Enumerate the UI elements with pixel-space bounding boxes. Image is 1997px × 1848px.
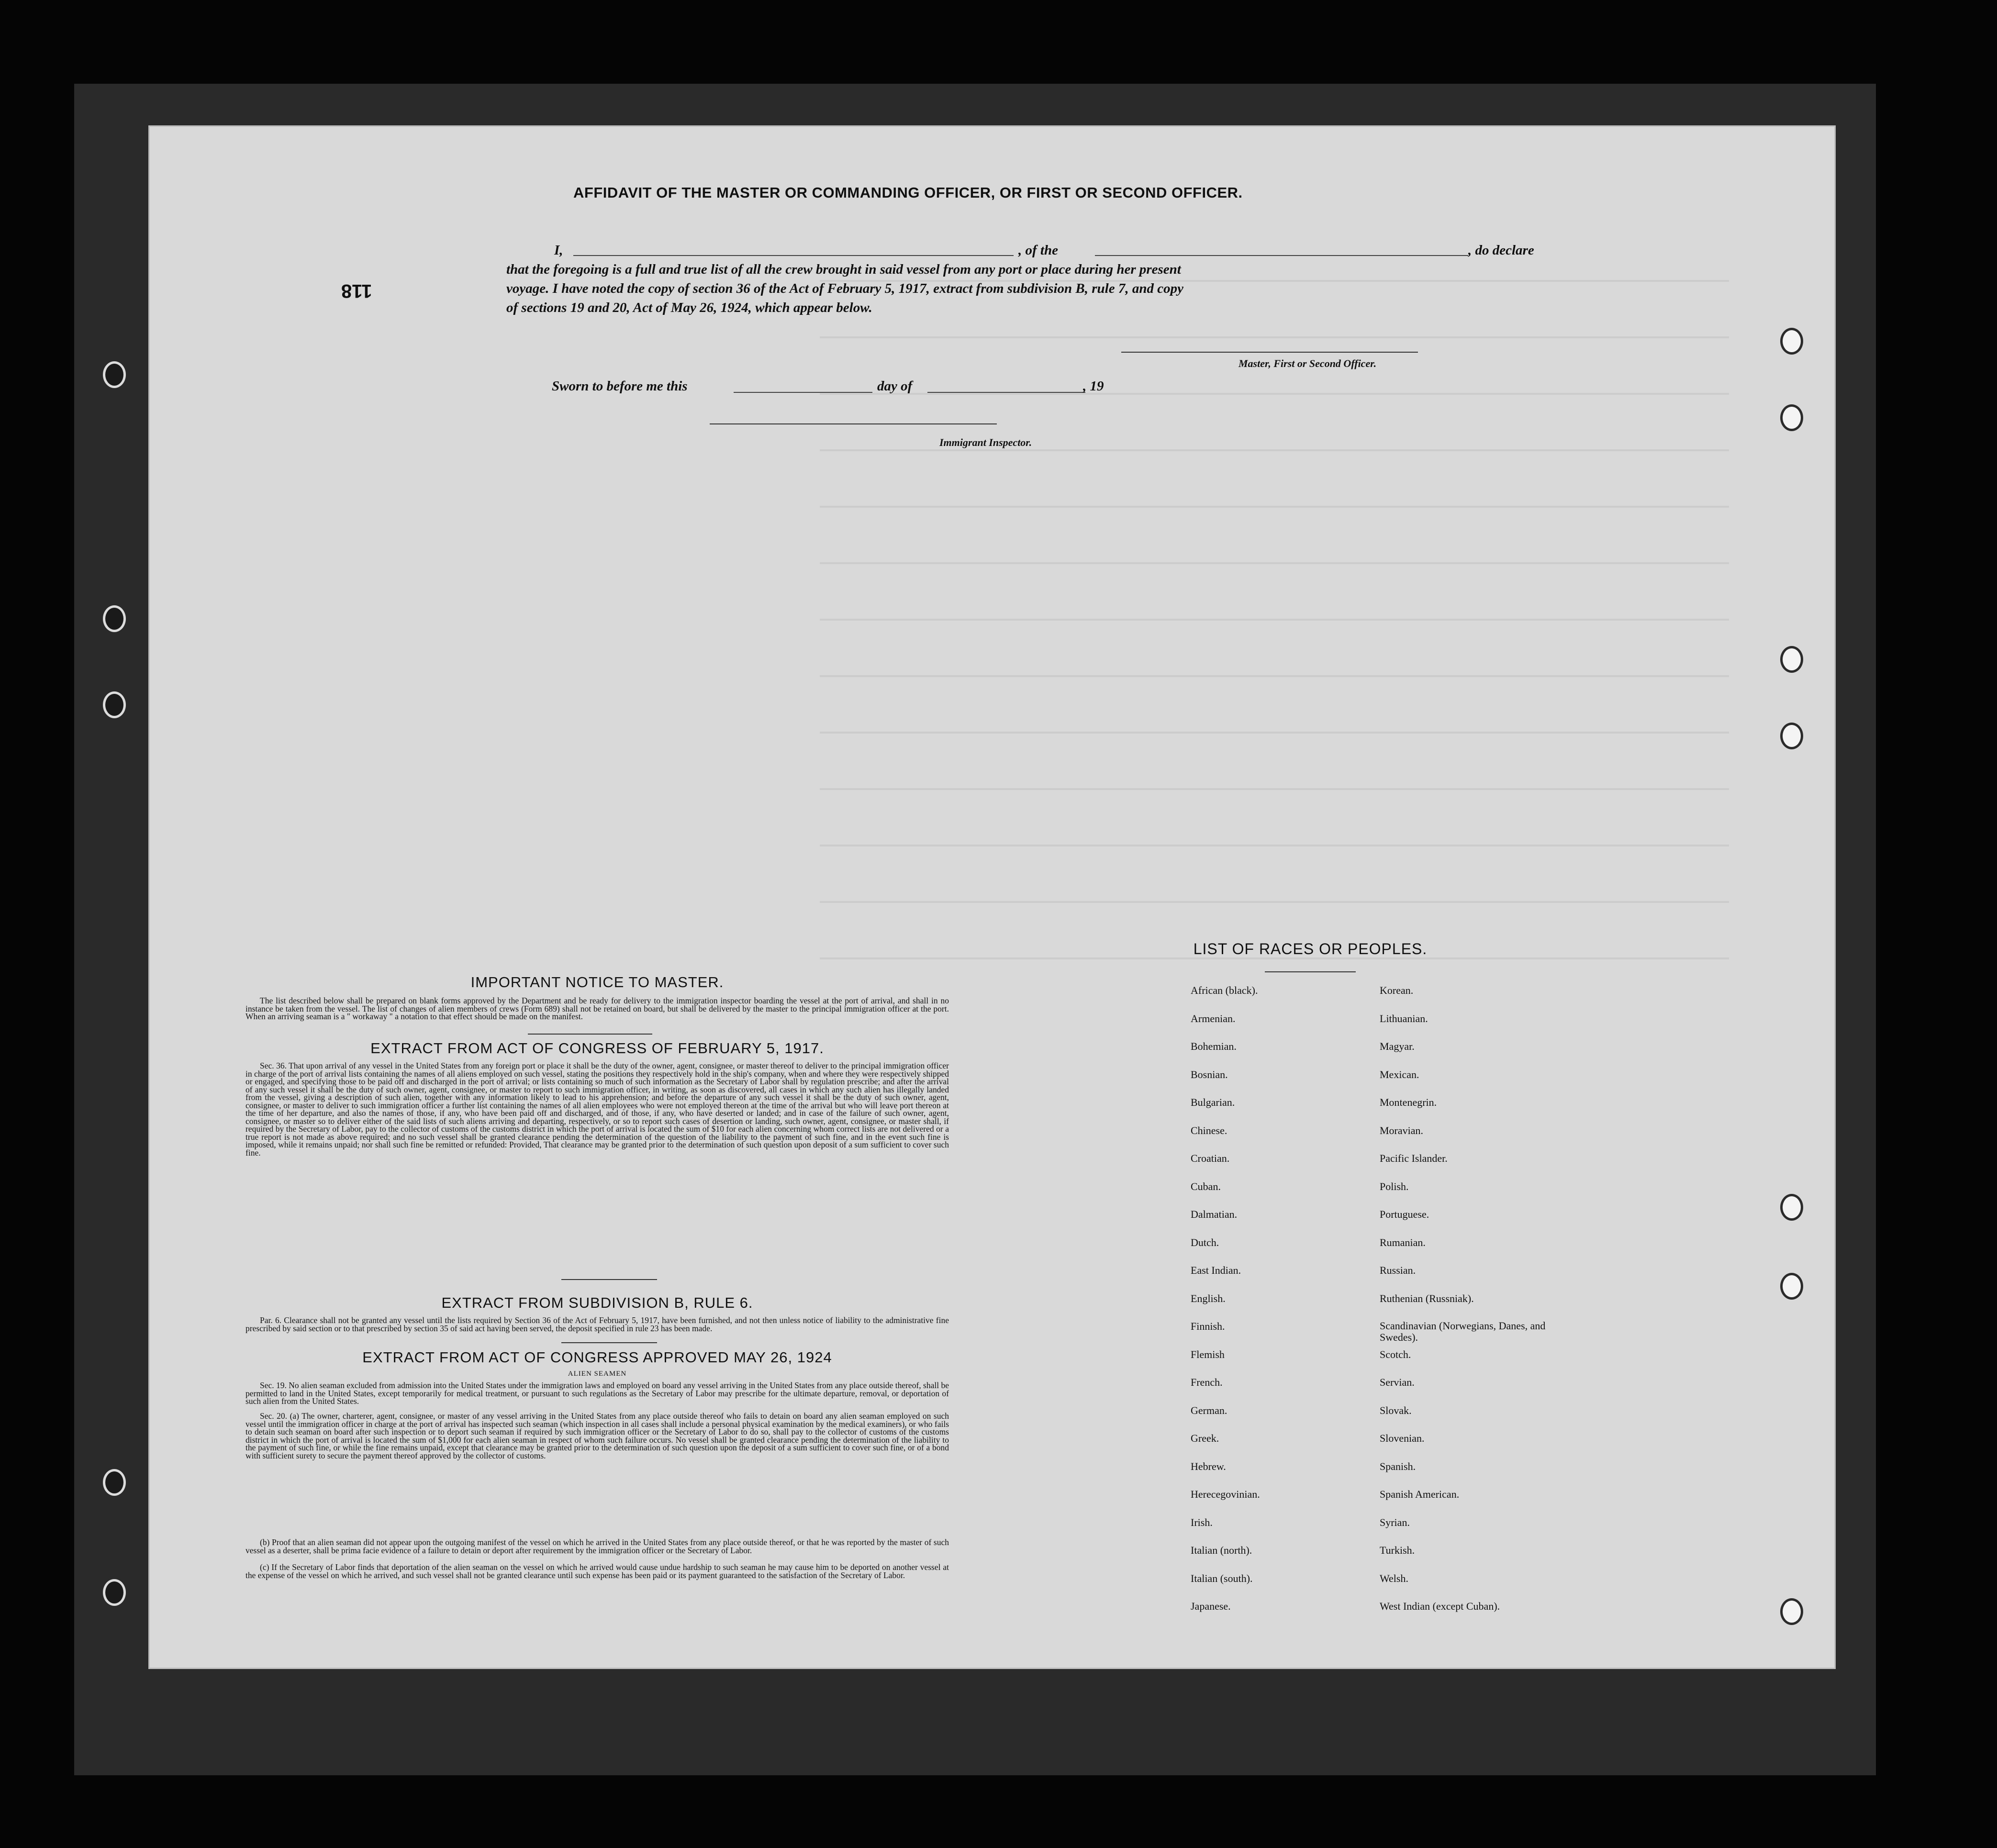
manifest-sheet (148, 125, 1836, 1669)
inspector-signature-line (710, 423, 997, 424)
race-item: Japanese. (1191, 1600, 1231, 1612)
race-item: Bohemian. (1191, 1040, 1237, 1052)
rule6-body: Par. 6. Clearance shall not be granted any vessel until the lists required by Section 36 of the Act of February 5, 1917, have been furnished, and not then unless notice of liability to the administrative fine prescribed by said section or to that prescribed by section 35 of said act having been served, the deposit specified in rule 23 has been made. (245, 1315, 949, 1333)
binder-hole-icon (1780, 723, 1803, 749)
race-item: Croatian. (1191, 1152, 1230, 1164)
race-item: Magyar. (1380, 1040, 1415, 1052)
affidavit-of-the: , of the (1018, 243, 1058, 258)
binder-hole-icon (103, 1579, 126, 1606)
binder-hole-icon (103, 605, 126, 632)
race-item: Italian (south). (1191, 1572, 1253, 1584)
race-item: Scotch. (1380, 1348, 1411, 1360)
race-item: Mexican. (1380, 1068, 1419, 1080)
race-item: West Indian (except Cuban). (1380, 1600, 1500, 1612)
sworn-day-of: day of (877, 379, 913, 394)
divider-3 (561, 1342, 657, 1343)
binder-hole-icon (1780, 1194, 1803, 1221)
race-item: Servian. (1380, 1376, 1415, 1388)
races-divider (1265, 971, 1356, 972)
binder-hole-icon (1780, 1273, 1803, 1300)
race-item: Portuguese. (1380, 1208, 1429, 1220)
binder-hole-icon (1780, 1598, 1803, 1625)
affidavit-line4: of sections 19 and 20, Act of May 26, 1924, which appear below. (506, 300, 872, 315)
race-item: East Indian. (1191, 1264, 1241, 1276)
extract-1924-title: EXTRACT FROM ACT OF CONGRESS APPROVED MAY 26, 1924 (362, 1349, 832, 1366)
race-item: Korean. (1380, 984, 1414, 996)
race-item: Montenegrin. (1380, 1096, 1437, 1108)
race-item: Spanish American. (1380, 1488, 1460, 1500)
binder-hole-icon (103, 691, 126, 718)
affidavit-line2: that the foregoing is a full and true list of all the crew brought in said vessel from any port or place during her present (506, 262, 1181, 277)
binder-hole-icon (103, 361, 126, 388)
race-item: Herecegovinian. (1191, 1488, 1260, 1500)
race-item: Lithuanian. (1380, 1012, 1428, 1024)
sworn-text: Sworn to before me this (552, 379, 688, 394)
race-item: Russian. (1380, 1264, 1416, 1276)
rule6-title: EXTRACT FROM SUBDIVISION B, RULE 6. (441, 1294, 753, 1311)
race-item: French. (1191, 1376, 1223, 1388)
race-item: Irish. (1191, 1516, 1213, 1528)
race-item: Spanish. (1380, 1460, 1416, 1472)
race-item: Flemish (1191, 1348, 1225, 1360)
extract-1917-title: EXTRACT FROM ACT OF CONGRESS OF FEBRUARY 5, 1917. (370, 1040, 824, 1057)
races-title: LIST OF RACES OR PEOPLES. (1193, 940, 1428, 957)
races-right-column (1380, 984, 1552, 1628)
race-item: Scandinavian (Norwegians, Danes, and Swedes). (1380, 1320, 1546, 1343)
race-item: Slovak. (1380, 1404, 1412, 1416)
race-item: Rumanian. (1380, 1236, 1426, 1248)
race-item: Cuban. (1191, 1180, 1221, 1192)
sworn-year: , 19 (1083, 379, 1104, 394)
race-item: Ruthenian (Russniak). (1380, 1292, 1474, 1304)
race-item: Greek. (1191, 1432, 1219, 1444)
extract-1924-sec20b: (b) Proof that an alien seaman did not appear upon the outgoing manifest of the vessel on which he arrived in the United States from any place outside thereof, or that he was reported by the master of such vessel as a deserter, shall be prima facie evidence of a failure to detain or deport after requirement by the immigration officer or the Secretary of Labor. (245, 1537, 949, 1555)
race-item: Turkish. (1380, 1544, 1415, 1556)
binder-hole-icon (103, 1469, 126, 1496)
race-item: Dutch. (1191, 1236, 1219, 1248)
binder-hole-icon (1780, 404, 1803, 431)
inspector-caption: Immigrant Inspector. (939, 436, 1032, 448)
race-item: Dalmatian. (1191, 1208, 1238, 1220)
divider-2 (561, 1279, 657, 1280)
race-item: Polish. (1380, 1180, 1409, 1192)
race-item: Finnish. (1191, 1320, 1225, 1332)
race-item: African (black). (1191, 984, 1258, 996)
sworn-month-blank (927, 392, 1085, 393)
race-item: Syrian. (1380, 1516, 1410, 1528)
race-item: Moravian. (1380, 1124, 1424, 1136)
race-item: German. (1191, 1404, 1227, 1416)
affidavit-vessel-blank (1095, 255, 1468, 256)
race-item: Welsh. (1380, 1572, 1408, 1584)
stamp-number: 118 (341, 280, 372, 301)
extract-1917-body: Sec. 36. That upon arrival of any vessel in the United States from any foreign port or place it shall be the duty of the owner, agent, consignee, or master thereof to deliver to the principal immigration officer in charge of the port of arrival lists containing the names of all aliens employed on such vessel, stating the positions they respectively hold in the ship's company, when and where they were respectively shipped or engaged, and specifying those to be paid off and discharged in the port of arrival; or lists containing so much of such information as the Secretary of Labor shall by regulation prescribe; and after the arrival of any such vessel it shall be the duty of such owner, agent, consignee, or master to report to such immigration officer, in writing, as soon as discovered, all cases in which any such alien has illegally landed from the vessel, giving a description of such alien, together with any information likely to lead to his apprehension; and before the departure of any such vessel it shall be the duty of such owner, agent, consignee, or master to deliver to such immigration officer a further list containing the names of all alien employees who were not employed thereon at the time of the arrival but who will leave port thereon at the time of her departure, and also the names of those, if any, who have been paid off and discharged, and of those, if any, who have deserted or landed; and in case of the failure of such owner, agent, consignee, or master so to deliver either of the said lists of such aliens arriving and departing, respectively, or so to report such cases of desertion or landing, such owner, agent, consignee, or master shall, if required by the Secretary of Labor, pay to the collector of customs of the customs district in which the port of arrival is located the sum of $10 for each alien concerning whom correct lists are not delivered or a true report is not made as above required; and no such vessel shall be granted clearance pending the determination of the question of the liability to the payment of such fine, and in the event such fine is imposed, while it remains unpaid; nor shall such fine be remitted or refunded: Provided, That clearance may be granted prior to the determination of such question upon deposit of a sum sufficient to cover such fine. (245, 1061, 949, 1158)
affidavit-title: AFFIDAVIT OF THE MASTER OR COMMANDING OFFICER, OR FIRST OR SECOND OFFICER. (573, 184, 1243, 201)
race-item: English. (1191, 1292, 1226, 1304)
notice-body: The list described below shall be prepared on blank forms approved by the Department and be ready for delivery to the immigration inspector boarding the vessel at the port of arrival, and shall in no instance be taken from the vessel. The list of changes of alien members of crews (Form 689) shall not be retained on board, but shall be delivered by the master to the principal immigration officer at the port. When an arriving seaman is a " workaway " a notation to that effect should be made on the manifest. (245, 996, 949, 1021)
divider-1 (528, 1034, 652, 1035)
extract-1924-sec20a: Sec. 20. (a) The owner, charterer, agent, consignee, or master of any vessel arriving in the United States from any place outside thereof who fails to detain on board any alien seaman employed on such vessel until the immigration officer in charge at the port of arrival has inspected such seaman (which inspection in all cases shall include a personal physical examination by the medical examiners), or who fails to detain such seaman on board after such inspection or to deport such seaman if required by such immigration officer or the Secretary of Labor to do so, shall pay to the collector of customs of the customs district in which the port of arrival is located the sum of $1,000 for each alien seaman in respect of whom such failure occurs. No vessel shall be granted clearance pending the determination of the liability to the payment of such fine, or while the fine remains unpaid, except that clearance may be granted prior to the determination of such question upon the deposit of a sum sufficient to cover such fine, or of a bond with sufficient surety to secure the payment thereof approved by the collector of customs. (245, 1411, 949, 1460)
binder-hole-icon (1780, 328, 1803, 355)
race-item: Pacific Islander. (1380, 1152, 1448, 1164)
race-item: Chinese. (1191, 1124, 1227, 1136)
master-signature-caption: Master, First or Second Officer. (1238, 357, 1377, 369)
extract-1924-sec19: Sec. 19. No alien seaman excluded from admission into the United States under the immigration laws and employed on board any vessel arriving in the United States from any place outside thereof, shall be permitted to land in the United States, except temporarily for medical treatment, or pursuant to such regulations as the Secretary of Labor may prescribe for the ultimate departure, removal, or deportation of such alien from the United States. (245, 1380, 949, 1406)
affidavit-name-blank (573, 255, 1014, 256)
races-left-column (1191, 984, 1260, 1628)
race-item: Bosnian. (1191, 1068, 1228, 1080)
race-item: Armenian. (1191, 1012, 1236, 1024)
extract-1924-subtitle: ALIEN SEAMEN (568, 1370, 627, 1378)
race-item: Italian (north). (1191, 1544, 1252, 1556)
race-item: Bulgarian. (1191, 1096, 1235, 1108)
extract-1924-sec20c: (c) If the Secretary of Labor finds that deportation of the alien seaman on the vessel on which he arrived would cause undue hardship to such seaman he may cause him to be deported on another vessel at the expense of the vessel on which he arrived, and such vessel shall not be granted clearance until such expense has been paid or its payment guaranteed to the satisfaction of the Secretary of Labor. (245, 1562, 949, 1580)
sworn-day-blank (734, 392, 872, 393)
affidavit-do-declare: , do declare (1468, 243, 1534, 258)
binder-hole-icon (1780, 646, 1803, 673)
race-item: Hebrew. (1191, 1460, 1226, 1472)
master-signature-line (1121, 352, 1418, 353)
notice-title: IMPORTANT NOTICE TO MASTER. (470, 974, 724, 991)
affidavit-line3: voyage. I have noted the copy of section 36 of the Act of February 5, 1917, extract from subdivision B, rule 7, and copy (506, 281, 1183, 296)
affidavit-i: I, (554, 243, 563, 258)
race-item: Slovenian. (1380, 1432, 1425, 1444)
